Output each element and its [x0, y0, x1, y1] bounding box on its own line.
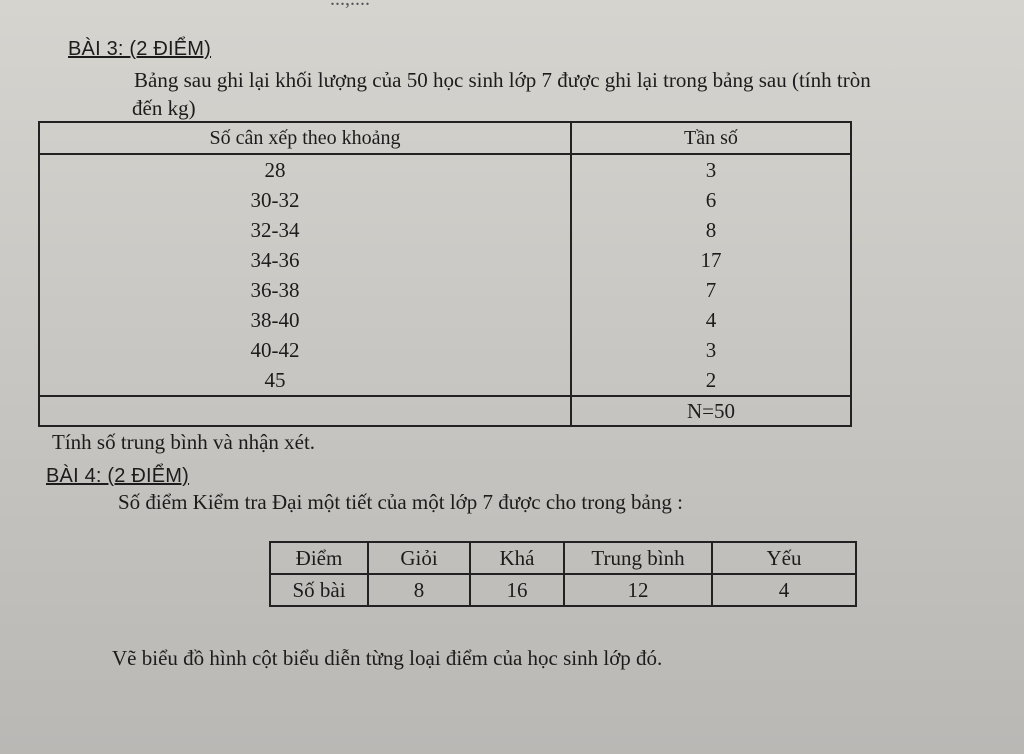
count-cell: 16: [470, 574, 564, 606]
count-cell: 12: [564, 574, 712, 606]
count-cell: 4: [712, 574, 856, 606]
freq-cell: 8: [705, 218, 717, 242]
range-cell: 40-42: [250, 338, 300, 362]
cut-off-text: [330, 0, 370, 11]
table-total-row: [39, 396, 851, 426]
bai4-task: Vẽ biểu đồ hình cột biểu diễn từng loại điểm của học sinh lớp đó.: [112, 646, 663, 670]
header-weight-range: Số cân xếp theo khoảng: [39, 122, 571, 154]
header-frequency: Tần số: [571, 122, 851, 154]
range-cell: 34-36: [250, 248, 300, 272]
range-cell: 38-40: [250, 308, 300, 332]
grade-table: [269, 541, 857, 607]
grade-cell: Giỏi: [368, 542, 470, 574]
bai3-intro-line1: Bảng sau ghi lại khối lượng của 50 học sinh lớp 7 được ghi lại trong bảng sau (tính tròn: [134, 68, 871, 92]
total-empty-cell: [39, 396, 571, 426]
freq-cell: 3: [705, 158, 717, 182]
bai3-heading: BÀI 3: (2 ĐIỂM): [68, 38, 212, 60]
bai4-heading: BÀI 4: (2 ĐIỂM): [46, 465, 190, 487]
grade-cell: Khá: [470, 542, 564, 574]
grade-row: [270, 542, 856, 574]
freq-cell: 4: [705, 308, 717, 332]
count-cell: 8: [368, 574, 470, 606]
count-label-cell: Số bài: [270, 574, 368, 606]
freq-cell: 2: [705, 368, 717, 392]
freq-cell: 6: [705, 188, 717, 212]
freq-cell: 17: [700, 248, 722, 272]
range-cell: 28: [264, 158, 286, 182]
grade-cell: Yếu: [712, 542, 856, 574]
table-header-row: [39, 122, 851, 154]
count-row: [270, 574, 856, 606]
grade-label-cell: Điểm: [270, 542, 368, 574]
total-cell: N=50: [571, 396, 851, 426]
bai3-intro-line2: đến kg): [132, 96, 196, 120]
weight-range-column: [39, 154, 571, 396]
bai3-task: Tính số trung bình và nhận xét.: [52, 430, 316, 454]
freq-cell: 3: [705, 338, 717, 362]
bai4-intro: Số điểm Kiểm tra Đại một tiết của một lớp 7 được cho trong bảng :: [118, 490, 683, 514]
range-cell: 32-34: [250, 218, 300, 242]
grade-cell: Trung bình: [564, 542, 712, 574]
range-cell: 45: [264, 368, 286, 392]
weight-frequency-table: [38, 121, 852, 427]
frequency-column: [571, 154, 851, 396]
range-cell: 30-32: [250, 188, 300, 212]
freq-cell: 7: [705, 278, 717, 302]
table-body-row: [39, 154, 851, 396]
range-cell: 36-38: [250, 278, 300, 302]
